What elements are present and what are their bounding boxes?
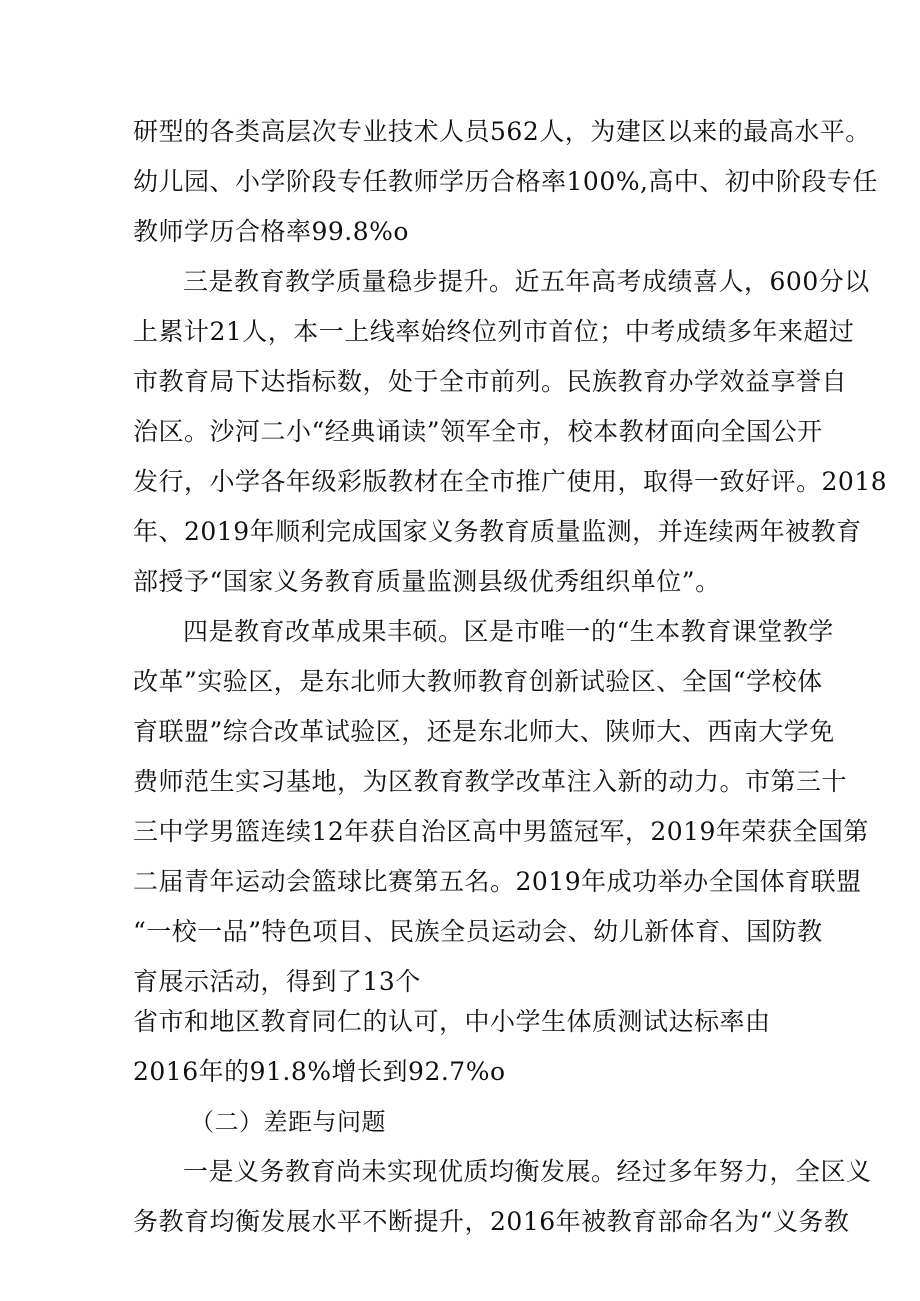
paragraph-start-line: 四是教育改革成果丰硕。区是市唯一的“生本教育课堂教学	[183, 617, 834, 646]
text-line: 育展示活动，得到了13个	[133, 967, 421, 996]
text-line: 幼儿园、小学阶段专任教师学历合格率100%,高中、初中阶段专任	[133, 167, 878, 196]
text-line: 部授予“国家义务教育质量监测县级优秀组织单位”。	[133, 567, 721, 596]
text-line: 务教育均衡发展水平不断提升，2016年被教育部命名为“义务教	[133, 1207, 850, 1236]
text-line: 改革”实验区，是东北师大教师教育创新试验区、全国“学校体	[133, 667, 823, 696]
text-line: 省市和地区教育同仁的认可，中小学生体质测试达标率由	[133, 1007, 771, 1036]
section-heading: （二）差距与问题	[190, 1108, 386, 1136]
text-line: “一校一品”特色项目、民族全员运动会、幼儿新体育、国防教	[133, 917, 823, 946]
text-line: 研型的各类高层次专业技术人员562人，为建区以来的最高水平。	[133, 117, 871, 146]
text-line: 教师学历合格率99.8%o	[133, 217, 409, 246]
text-line: 育联盟”综合改革试验区，还是东北师大、陕师大、西南大学免	[133, 717, 835, 746]
text-line: 三中学男篮连续12年获自治区高中男篮冠军，2019年荣获全国第	[133, 817, 869, 846]
text-line: 二届青年运动会篮球比赛第五名。2019年成功举办全国体育联盟	[133, 867, 862, 896]
text-line: 费师范生实习基地，为区教育教学改革注入新的动力。市第三十	[133, 767, 848, 796]
paragraph-start-line: 一是义务教育尚未实现优质均衡发展。经过多年努力，全区义	[183, 1157, 872, 1186]
text-line: 治区。沙河二小“经典诵读”领军全市，校本教材面向全国公开	[133, 417, 823, 446]
text-line: 2016年的91.8%增长到92.7%o	[133, 1057, 506, 1086]
text-line: 发行，小学各年级彩版教材在全市推广使用，取得一致好评。2018	[133, 467, 888, 496]
text-line: 上累计21人，本一上线率始终位列市首位；中考成绩多年来超过	[133, 317, 855, 346]
text-line: 年、2019年顺利完成国家义务教育质量监测，并连续两年被教育	[133, 517, 862, 546]
text-line: 市教育局下达指标数，处于全市前列。民族教育办学效益享誉自	[133, 367, 848, 396]
paragraph-start-line: 三是教育教学质量稳步提升。近五年高考成绩喜人，600分以	[183, 267, 870, 296]
